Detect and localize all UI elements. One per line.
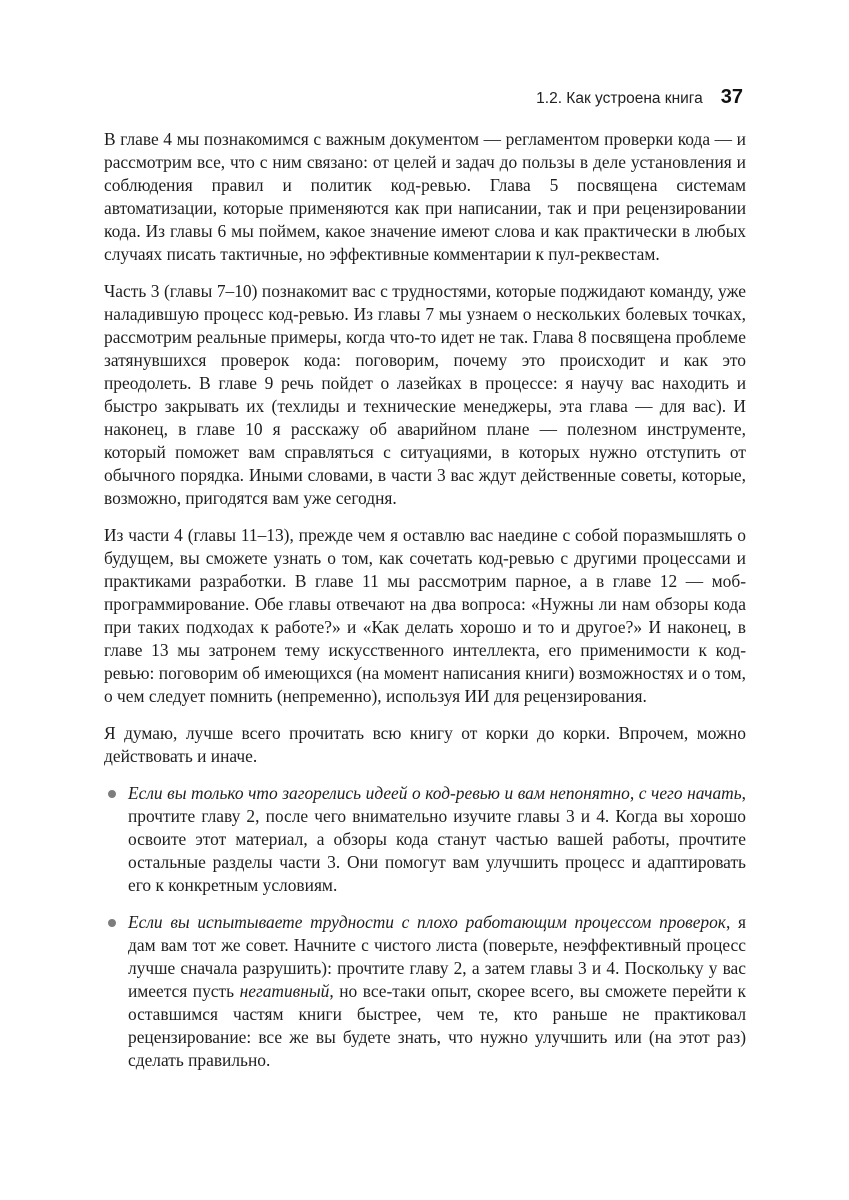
paragraph: Из части 4 (главы 11–13), прежде чем я оставлю вас наедине с собой поразмышлять о будущем, вы сможете узнать о том, как сочетать код-ревью с другими процессами и практиками разработки. В главе 11 мы рассмотрим парное, а в главе 12 — моб-программирование. Обе главы отвечают на два вопроса: «Нужны ли нам обзоры кода при таких подходах к работе?» и «Как делать хорошо и то и другое?» И наконец, в главе 13 мы затронем тему искусственного интеллекта, его применимости к код-ревью: поговорим об имеющихся (на момент написания книги) возможностях и о том, о чем следует помнить (непременно), используя ИИ для рецензирования. [104, 525, 746, 706]
page-number: 37 [720, 86, 743, 108]
paragraph: Часть 3 (главы 7–10) познакомит вас с трудностями, которые поджидают команду, уже наладившую процесс код-ревью. Из главы 7 мы узнаем о нескольких болевых точках, рассмотрим реальные примеры, когда что-то идет не так. Глава 8 посвящена проблеме затянувшихся проверок кода: поговорим, почему это происходит и как это преодолеть. В главе 9 речь пойдет о лазейках в процессе: я научу вас находить и быстро закрывать их (техлиды и технические менеджеры, эта глава — для вас). И наконец, в главе 10 я расскажу об аварийном плане — полезном инструменте, который поможет вам справляться с ситуациями, в которых нужно отступить от обычного порядка. Иными словами, в части 3 вас ждут действенные советы, которые, возможно, пригодятся вам уже сегодня. [104, 281, 746, 508]
list-item-text: , но все-таки опыт, скорее всего, вы сможете перейти к оставшимся частям книги быстрее, чем те, кто раньше не практиковал рецензирование: все же вы будете знать, что нужно улучшить или (на этот раз) сделать правильно. [128, 981, 746, 1070]
list-item [104, 911, 746, 1072]
bullet-icon [108, 919, 116, 927]
reading-advice-list [104, 782, 746, 1072]
paragraph: Я думаю, лучше всего прочитать всю книгу от корки до корки. Впрочем, можно действовать и иначе. [104, 723, 746, 766]
running-header [536, 86, 743, 109]
italic-lead: Если вы испытываете трудности с плохо работающим процессом проверок [128, 912, 726, 932]
section-title: 1.2. Как устроена книга [536, 90, 703, 107]
italic-lead: Если вы только что загорелись идеей о код-ревью и вам непонятно, с чего начать [128, 783, 742, 803]
italic-word: негативный [239, 981, 330, 1001]
page-body [104, 128, 746, 1086]
list-item-text: , я дам вам тот же совет. Начните с чистого листа (поверьте, неэффективный процесс лучше сначала разрушить): прочтите главу 2, а затем главы 3 и 4. Поскольку у вас имеется пусть [128, 912, 746, 1001]
bullet-icon [108, 790, 116, 798]
list-item [104, 782, 746, 897]
paragraph: В главе 4 мы познакомимся с важным документом — регламентом проверки кода — и рассмотрим все, что с ним связано: от целей и задач до пользы в деле установления и соблюдения правил и политик код-ревью. Глава 5 посвящена системам автоматизации, которые применяются как при написании, так и при рецензировании кода. Из главы 6 мы поймем, какое значение имеют слова и как практически в любых случаях писать тактичные, но эффективные комментарии к пул-реквестам. [104, 129, 746, 264]
list-item-text: , прочтите главу 2, после чего внимательно изучите главы 3 и 4. Когда вы хорошо освоите этот материал, а обзоры кода станут частью вашей работы, прочтите остальные разделы части 3. Они помогут вам улучшить процесс и адаптировать его к конкретным условиям. [128, 783, 746, 895]
